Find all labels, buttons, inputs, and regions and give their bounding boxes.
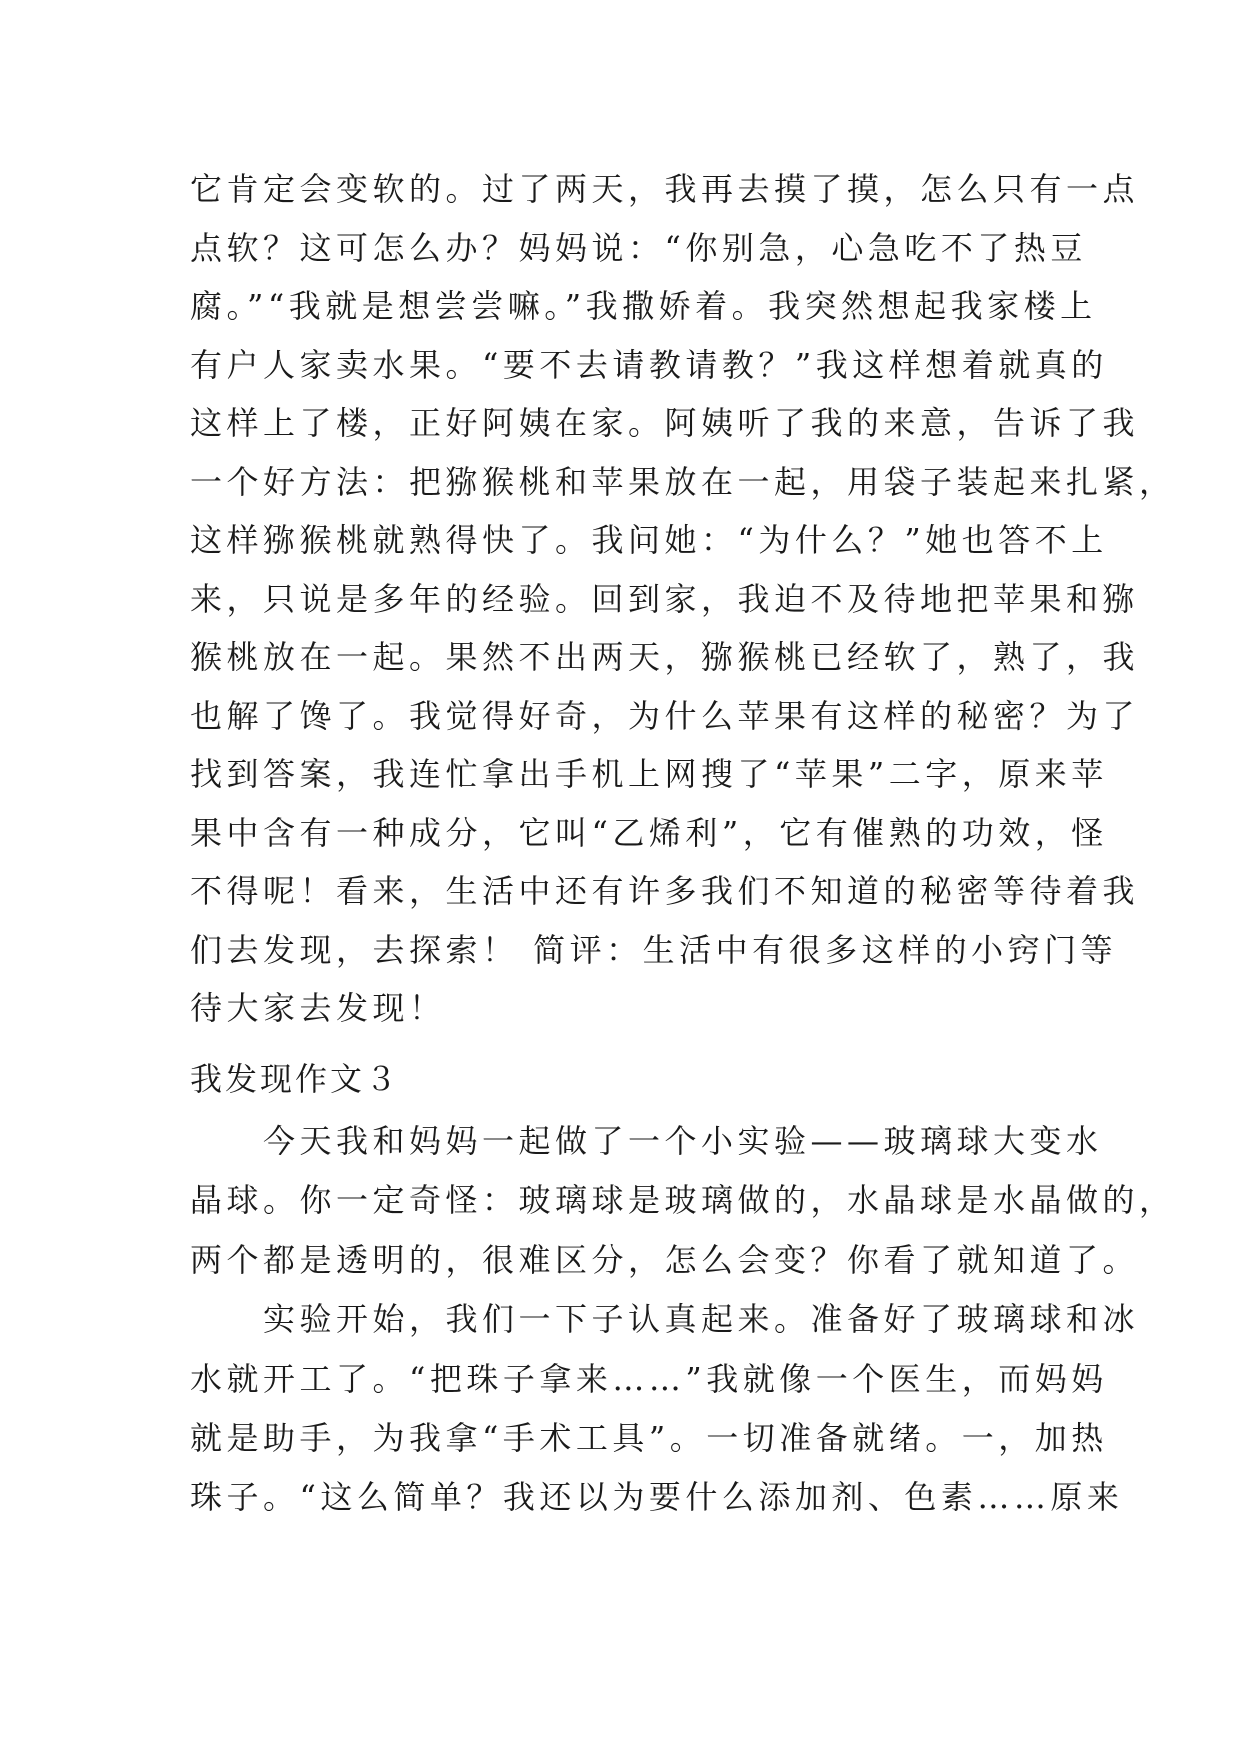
text-line: 有户人家卖水果。“要不去请教请教？”我这样想着就真的 (190, 345, 1108, 384)
text-line: 一个好方法：把猕猴桃和苹果放在一起，用袋子装起来扎紧， (190, 462, 1176, 501)
text-line: 果中含有一种成分，它叫“乙烯利”，它有催熟的功效，怪 (190, 813, 1108, 852)
text-line: 这样上了楼，正好阿姨在家。阿姨听了我的来意，告诉了我 (190, 404, 1140, 442)
essay-3-text (190, 1112, 1176, 1528)
text-line: 珠子。“这么简单？我还以为要什么添加剂、色素……原来 (190, 1478, 1124, 1517)
text-line: 来，只说是多年的经验。回到家，我迫不及待地把苹果和猕 (190, 579, 1140, 618)
text-line: 们去发现，去探索！ 简评：生活中有很多这样的小窍门等 (190, 930, 1118, 969)
text-line: 晶球。你一定奇怪：玻璃球是玻璃做的，水晶球是水晶做的， (190, 1181, 1176, 1220)
text-line: 它肯定会变软的。过了两天，我再去摸了摸，怎么只有一点 (190, 170, 1140, 208)
text-line: 猴桃放在一起。果然不出两天，猕猴桃已经软了，熟了，我 (190, 638, 1140, 676)
text-line: 就是助手，为我拿“手术工具”。一切准备就绪。一，加热 (190, 1418, 1108, 1457)
text-line: 这样猕猴桃就熟得快了。我问她：“为什么？”她也答不上 (190, 521, 1108, 559)
text-line: 今天我和妈妈一起做了一个小实验——玻璃球大变水 (190, 1122, 1103, 1160)
text-line: 腐。”“我就是想尝尝嘛。”我撒娇着。我突然想起我家楼上 (190, 287, 1097, 325)
section-heading: 我发现作文３ (190, 1060, 401, 1098)
essay-continued-text (190, 160, 1176, 1038)
text-line: 点软？这可怎么办？妈妈说：“你别急，心急吃不了热豆 (190, 228, 1087, 267)
text-line: 找到答案，我连忙拿出手机上网搜了“苹果”二字，原来苹 (190, 755, 1108, 793)
text-line: 不得呢！看来，生活中还有许多我们不知道的秘密等待着我 (190, 872, 1140, 910)
text-line: 两个都是透明的，很难区分，怎么会变？你看了就知道了。 (190, 1240, 1140, 1279)
text-line: 水就开工了。“把珠子拿来……”我就像一个医生，而妈妈 (190, 1359, 1108, 1398)
text-line: 实验开始，我们一下子认真起来。准备好了玻璃球和冰 (190, 1300, 1140, 1339)
text-line: 待大家去发现！ (190, 989, 446, 1027)
text-line: 也解了馋了。我觉得好奇，为什么苹果有这样的秘密？为了 (190, 696, 1140, 735)
